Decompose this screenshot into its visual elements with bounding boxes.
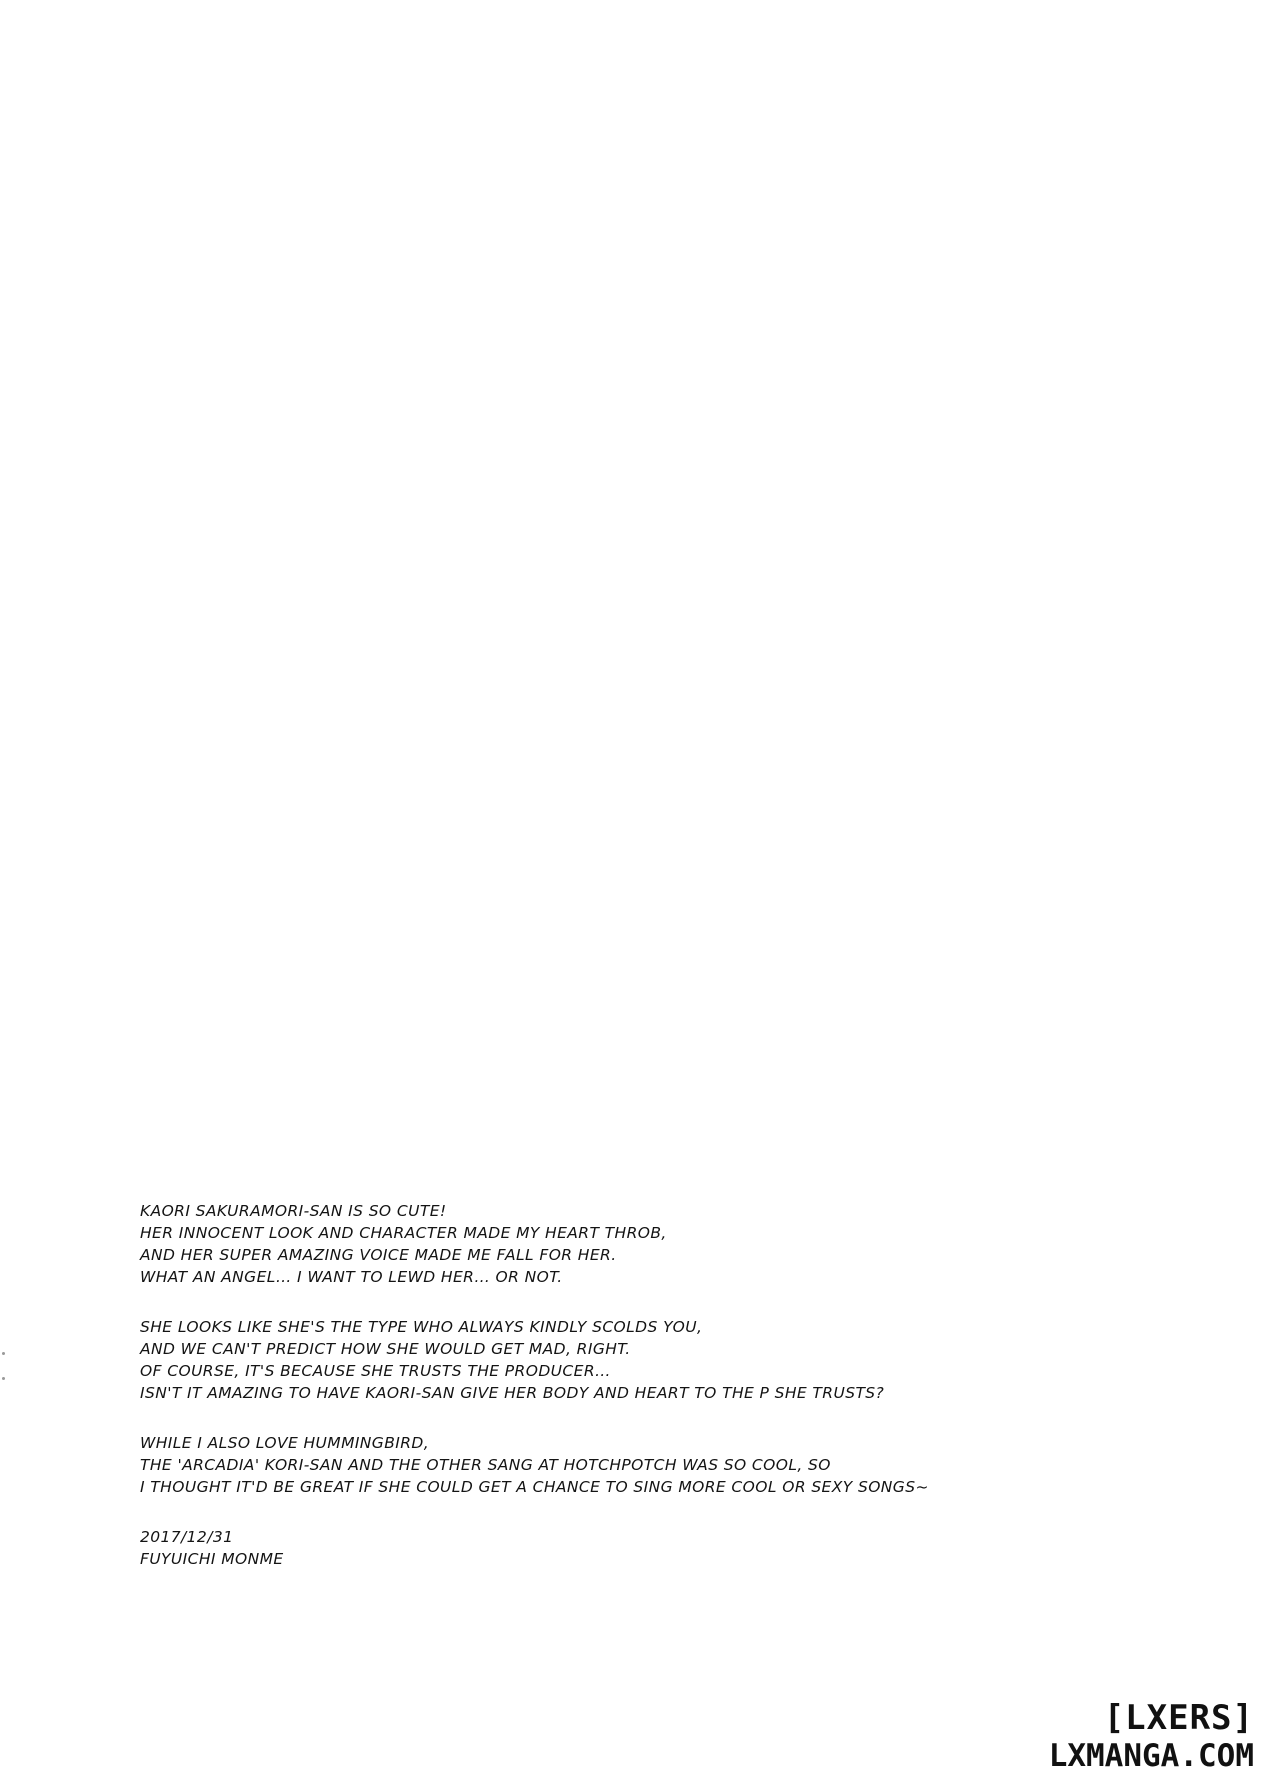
afterword-line: ISN'T IT AMAZING TO HAVE KAORI-SAN GIVE HER BODY AND HEART TO THE P SHE TRUSTS? xyxy=(140,1384,885,1402)
afterword-line: OF COURSE, IT'S BECAUSE SHE TRUSTS THE PRODUCER… xyxy=(140,1362,611,1380)
afterword-line: KAORI SAKURAMORI-SAN IS SO CUTE! xyxy=(140,1202,447,1220)
signature-author: FUYUICHI MONME xyxy=(140,1550,284,1568)
afterword-line: AND HER SUPER AMAZING VOICE MADE ME FALL FOR HER. xyxy=(140,1246,617,1264)
afterword-paragraph-1 xyxy=(140,1200,1140,1288)
afterword-text xyxy=(140,1200,1140,1570)
afterword-paragraph-3 xyxy=(140,1432,1140,1498)
signature-date: 2017/12/31 xyxy=(140,1528,234,1546)
afterword-line: WHAT AN ANGEL… I WANT TO LEWD HER… OR NOT. xyxy=(140,1268,563,1286)
scan-speck xyxy=(2,1352,5,1355)
scanlation-watermark xyxy=(1049,1698,1254,1774)
afterword-line: WHILE I ALSO LOVE HUMMINGBIRD, xyxy=(140,1434,430,1452)
afterword-line: SHE LOOKS LIKE SHE'S THE TYPE WHO ALWAYS KINDLY SCOLDS YOU, xyxy=(140,1318,703,1336)
watermark-group: [LXERS] xyxy=(1103,1698,1254,1738)
afterword-line: HER INNOCENT LOOK AND CHARACTER MADE MY HEART THROB, xyxy=(140,1224,667,1242)
signature-block xyxy=(140,1526,1140,1570)
afterword-paragraph-2 xyxy=(140,1316,1140,1404)
scan-speck xyxy=(2,1377,5,1380)
watermark-site: LXMANGA.COM xyxy=(1048,1738,1254,1774)
afterword-line: I THOUGHT IT'D BE GREAT IF SHE COULD GET A CHANCE TO SING MORE COOL OR SEXY SONGS~ xyxy=(140,1478,929,1496)
afterword-line: AND WE CAN'T PREDICT HOW SHE WOULD GET MAD, RIGHT. xyxy=(140,1340,631,1358)
afterword-line: THE 'ARCADIA' KORI-SAN AND THE OTHER SANG AT HOTCHPOTCH WAS SO COOL, SO xyxy=(140,1456,831,1474)
